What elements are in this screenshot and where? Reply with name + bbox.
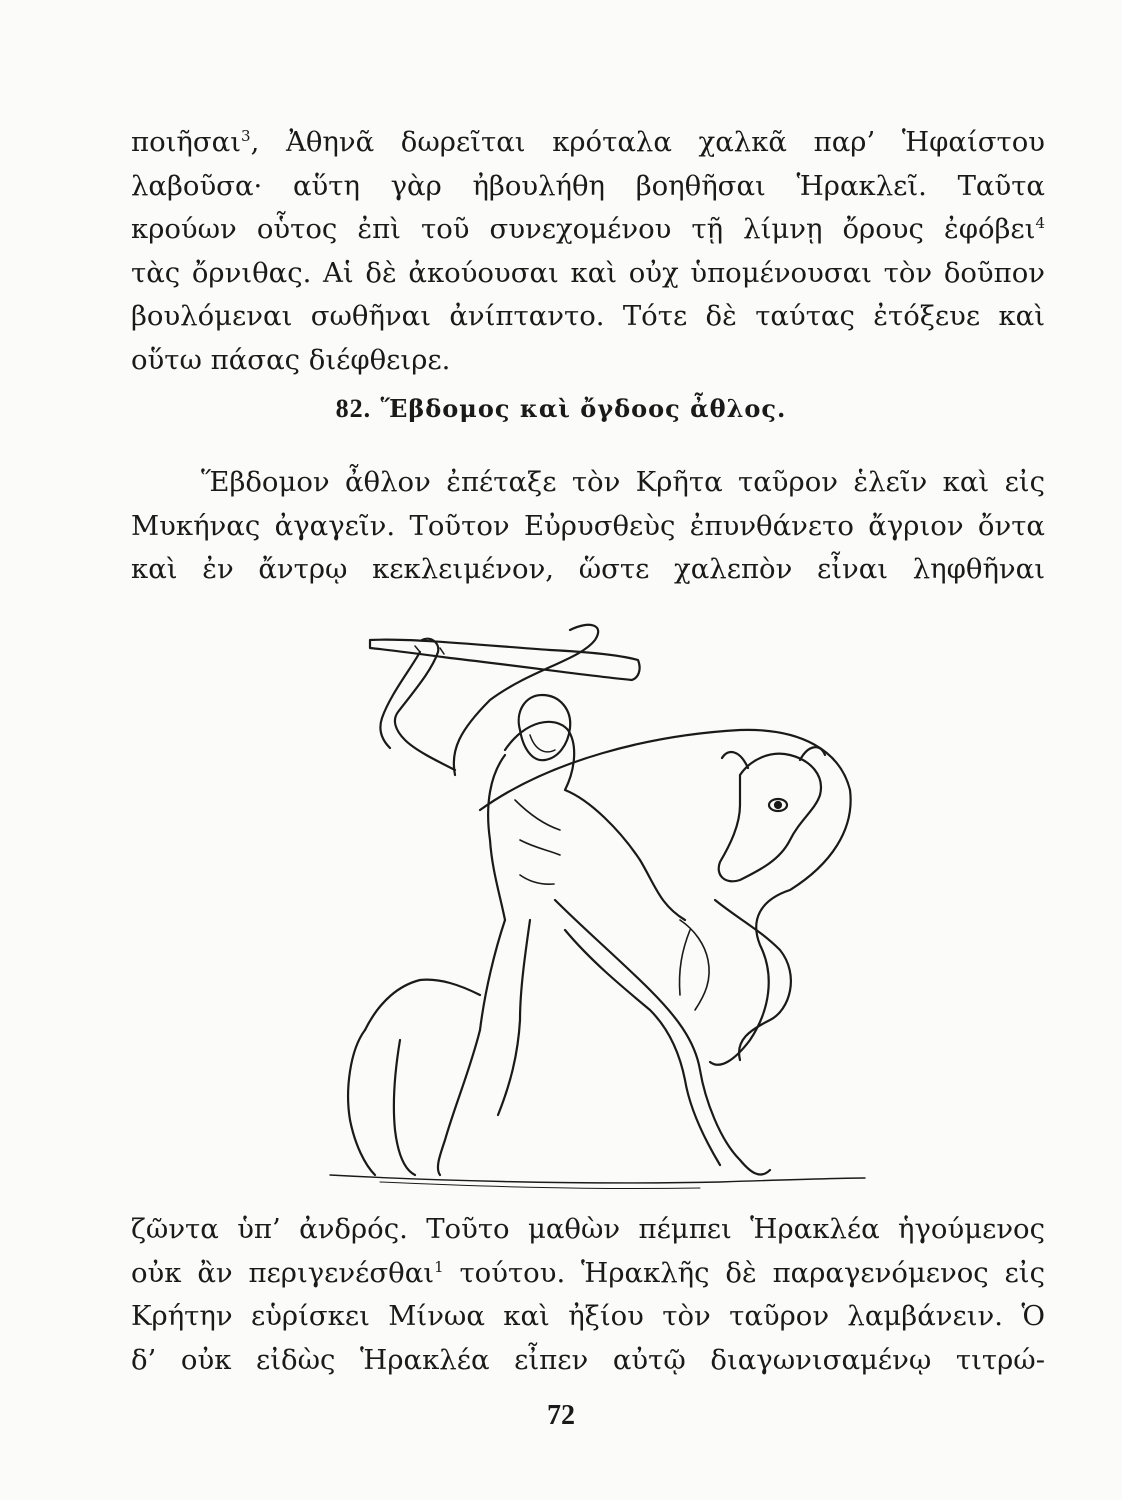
- heracles-leg-left: [438, 920, 505, 1175]
- footnote-marker: 3: [241, 126, 251, 145]
- text-line: Ἕβδομον ἆθλον ἐπέταξε τὸν Κρῆτα ταῦρον ἑλεῖν καὶ εἰς: [201, 466, 1045, 498]
- text-line: λαβοῦσα· αὕτη γὰρ ἠβουλήθη βοηθῆσαι Ἡρακλεῖ. Ταῦτα: [131, 169, 1045, 202]
- text-line: δ’ οὐκ εἰδὼς Ἡρακλέα εἶπεν αὐτῷ διαγωνισαμένῳ τιτρώ-: [131, 1343, 1045, 1376]
- footnote-marker: 1: [434, 1257, 444, 1276]
- text-line: καὶ ἐν ἄντρῳ κεκλειμένον, ὥστε χαλεπὸν εἶναι ληφθῆναι: [131, 553, 1045, 586]
- club: [370, 640, 640, 680]
- bull-hind-legs: [348, 1030, 415, 1175]
- footnote-marker: 4: [1035, 214, 1045, 233]
- rope: [679, 920, 709, 1010]
- text-line: κρούων οὗτος ἐπὶ τοῦ συνεχομένου τῇ λίμνῃ ὄρους ἐφόβει$^4$: [131, 213, 1045, 246]
- text-line: οὕτω πάσας διέφθειρε.: [131, 343, 451, 376]
- text-line: βουλόμεναι σωθῆναι ἀνίπταντο. Τότε δὲ ταύτας ἐτόξευε καὶ: [131, 300, 1045, 333]
- text-line: Μυκήνας ἀγαγεῖν. Τοῦτον Εὐρυσθεὺς ἐπυνθάνετο ἄγριον ὄντα: [131, 509, 1045, 542]
- heracles-bull-illustration: [320, 600, 870, 1190]
- text-line: τὰς ὄρνιθας. Αἱ δὲ ἀκούουσαι καὶ οὐχ ὑπομένουσαι τὸν δοῦπον: [131, 256, 1045, 289]
- text-line: ζῶντα ὑπ’ ἀνδρός. Τοῦτο μαθὼν πέμπει Ἡρακλέα ἡγούμενος: [131, 1213, 1045, 1245]
- paragraph-2: [131, 461, 1045, 592]
- text-line: ποιῆσαι$^3$, Ἀθηνᾶ δωρεῖται κρόταλα χαλκᾶ παρ’ Ἡφαίστου: [131, 126, 1045, 158]
- text-line: οὐκ ἂν περιγενέσθαι$^1$ τούτου. Ἡρακλῆς δὲ παραγενόμενος εἰς: [131, 1256, 1045, 1289]
- heracles-leg-right: [555, 900, 770, 1175]
- section-title: Ἕβδομος καὶ ὄγδοος ἆθλος.: [380, 394, 787, 423]
- section-number: 82.: [335, 394, 372, 423]
- text-line: Κρήτην εὑρίσκει Μίνωα καὶ ἠξίου τὸν ταῦρον λαμβάνειν. Ὁ: [131, 1300, 1045, 1333]
- ground: [330, 1175, 865, 1183]
- bull-body: [480, 730, 851, 1065]
- section-heading: [0, 394, 1122, 424]
- paragraph-1: [131, 121, 1045, 383]
- paragraph-3: [131, 1208, 1045, 1382]
- bull-head: [719, 754, 821, 882]
- page-number: 72: [547, 1400, 575, 1431]
- heracles-torso: [505, 722, 685, 920]
